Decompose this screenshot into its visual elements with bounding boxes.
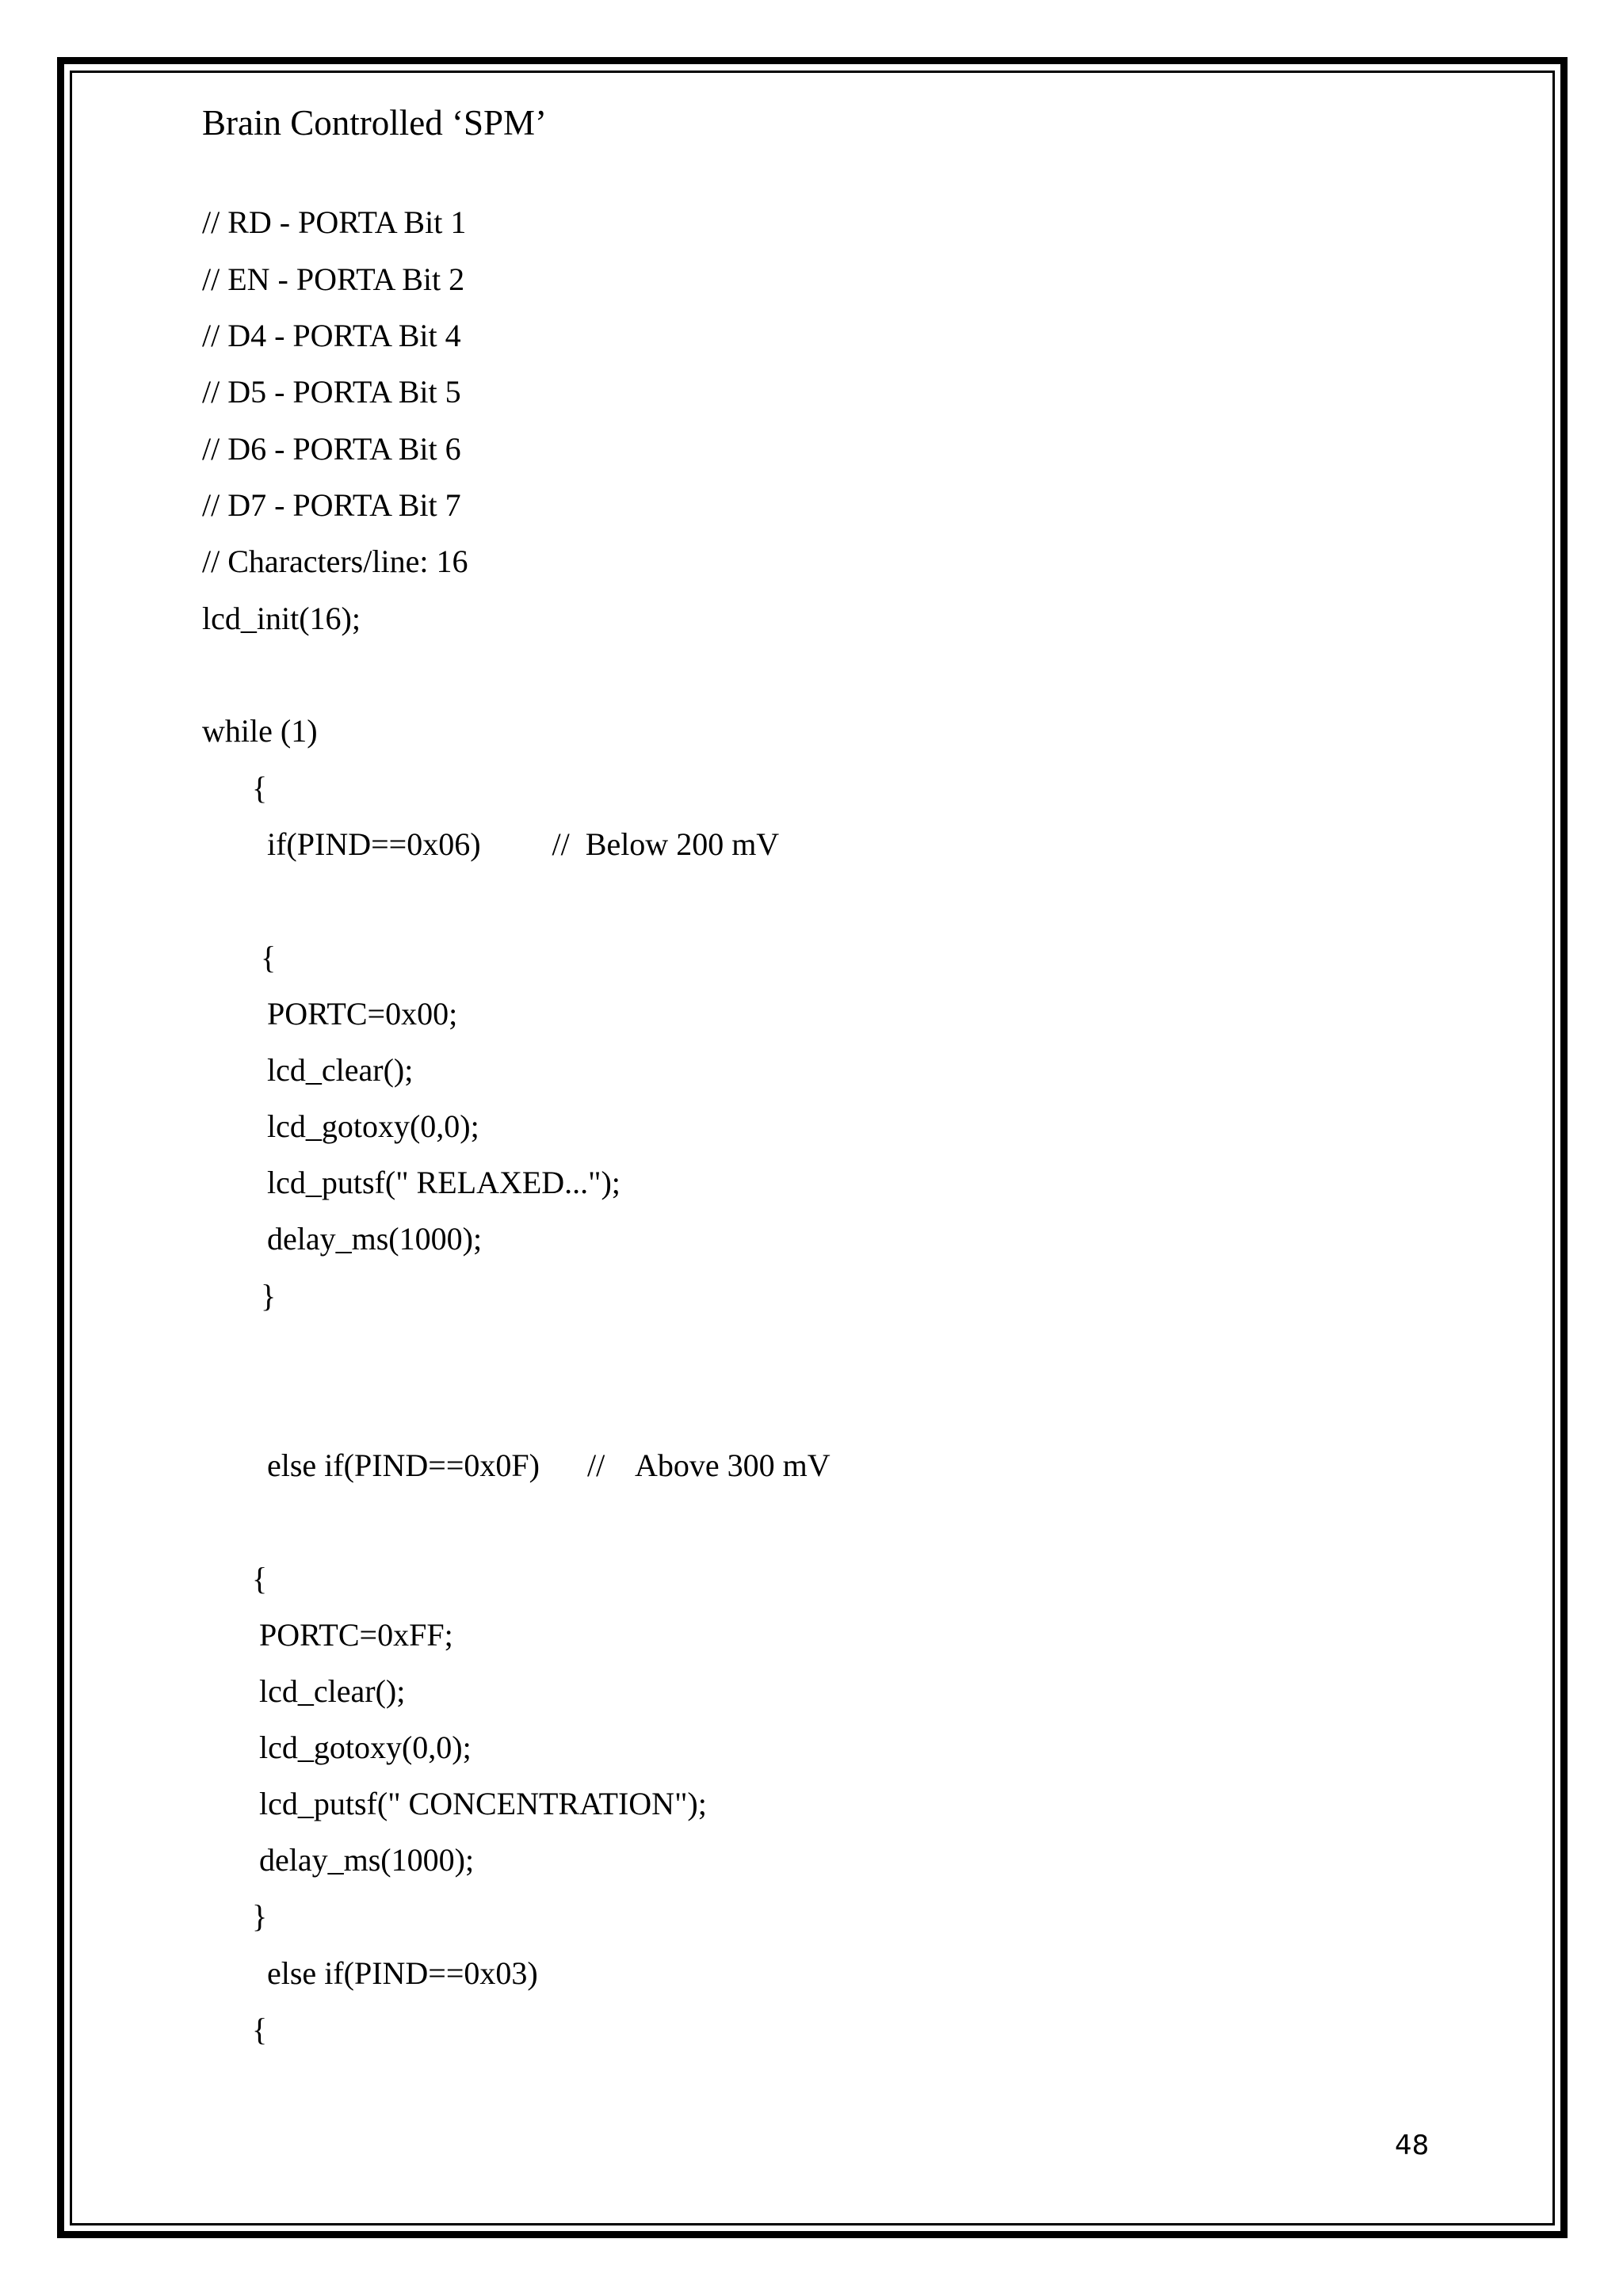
- code-line: else if(PIND==0x0F) // Above 300 mV: [267, 1447, 831, 1483]
- code-line: lcd_clear();: [267, 1052, 414, 1088]
- code-line: lcd_gotoxy(0,0);: [267, 1108, 479, 1144]
- code-line: PORTC=0x00;: [267, 996, 458, 1032]
- code-line: }: [252, 1898, 268, 1934]
- code-line: // D5 - PORTA Bit 5: [202, 374, 461, 410]
- code-line: while (1): [202, 713, 318, 749]
- code-line: lcd_putsf(" CONCENTRATION");: [259, 1786, 707, 1821]
- code-line: }: [261, 1278, 277, 1314]
- code-line: PORTC=0xFF;: [259, 1617, 453, 1653]
- code-line: lcd_putsf(" RELAXED...");: [267, 1165, 621, 1200]
- code-line: // D7 - PORTA Bit 7: [202, 487, 461, 523]
- code-line: lcd_gotoxy(0,0);: [259, 1730, 472, 1765]
- code-line: // EN - PORTA Bit 2: [202, 261, 465, 297]
- code-line: delay_ms(1000);: [259, 1842, 475, 1878]
- code-line: // D4 - PORTA Bit 4: [202, 318, 461, 353]
- code-line: if(PIND==0x06) // Below 200 mV: [267, 826, 780, 862]
- code-line: // Characters/line: 16: [202, 543, 468, 579]
- page-number: 48: [1395, 2130, 1430, 2161]
- code-line: {: [252, 770, 268, 806]
- code-line: {: [261, 940, 277, 975]
- code-line: {: [252, 1561, 268, 1596]
- code-line: lcd_clear();: [259, 1673, 406, 1709]
- code-line: // D6 - PORTA Bit 6: [202, 431, 461, 467]
- code-line: // RD - PORTA Bit 1: [202, 204, 467, 240]
- running-header: Brain Controlled ‘SPM’: [202, 103, 547, 143]
- code-line: else if(PIND==0x03): [267, 1955, 538, 1991]
- code-line: delay_ms(1000);: [267, 1221, 483, 1257]
- code-line: {: [252, 2012, 268, 2047]
- code-line: lcd_init(16);: [202, 601, 361, 636]
